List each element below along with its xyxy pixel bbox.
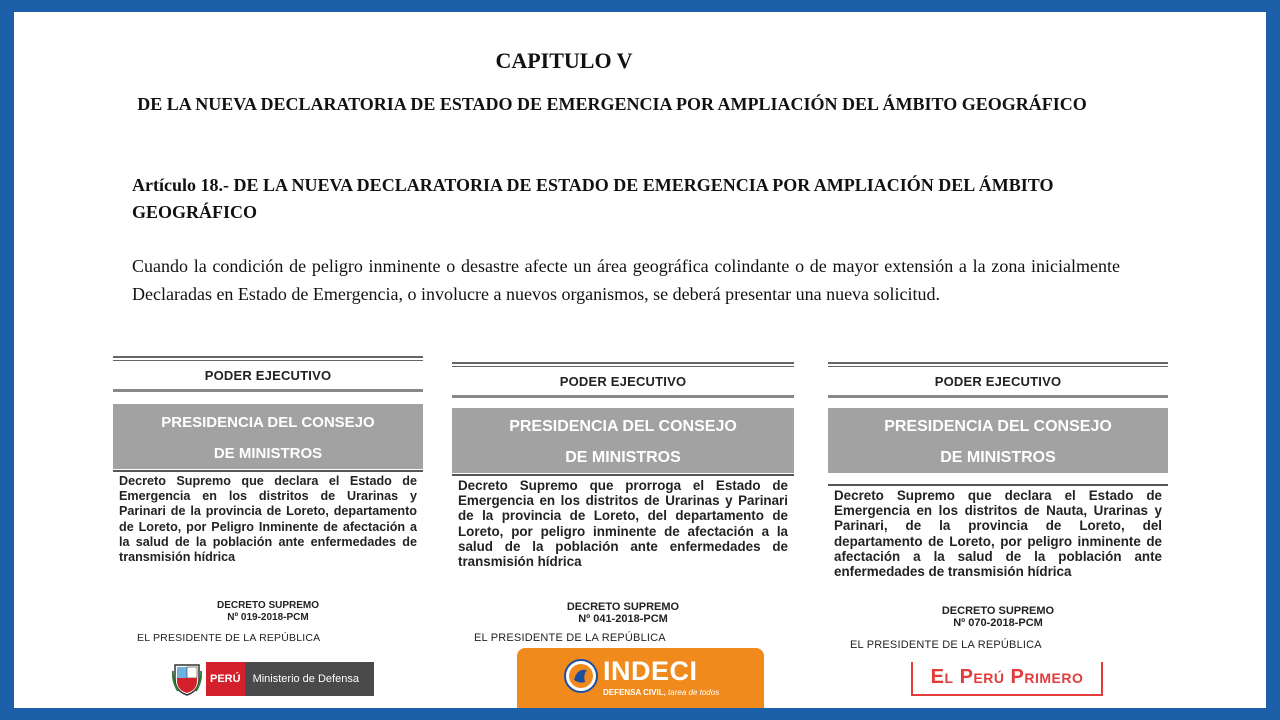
decree-text: Decreto Supremo que declara el Estado de Emergencia en los distritos de Nauta, Urarinas y Parinari, de la provincia de Loreto, del departamento de Loreto, por peligro inminente de afectación a la salud de la población ante enfermedades de transmisión hídrica — [834, 488, 1162, 580]
ds-number: Nº 041-2018-PCM — [578, 613, 668, 625]
presidencia-line2: DE MINISTROS — [940, 449, 1056, 466]
indeci-tag-italic: tarea de todos — [665, 688, 720, 697]
indeci-name: INDECI — [603, 656, 698, 686]
ds-label: DECRETO SUPREMO — [216, 600, 320, 611]
peru-primero-logo — [911, 662, 1103, 696]
presidencia-line1: PRESIDENCIA DEL CONSEJO — [161, 414, 375, 431]
decree-card-2 — [452, 362, 794, 652]
card-rule — [828, 366, 1168, 367]
chapter-subtitle: DE LA NUEVA DECLARATORIA DE ESTADO DE EMERGENCIA POR AMPLIACIÓN DEL ÁMBITO GEOGRÁFICO — [137, 94, 1087, 114]
slide — [14, 12, 1266, 708]
card-rule — [113, 360, 423, 361]
poder-ejecutivo-header: PODER EJECUTIVO — [559, 374, 687, 389]
presidencia-line1: PRESIDENCIA DEL CONSEJO — [509, 418, 737, 435]
article-title: Artículo 18.- DE LA NUEVA DECLARATORIA DE ESTADO DE EMERGENCIA POR AMPLIACIÓN DEL ÁMBITO GEOGRÁFICO — [132, 175, 1054, 222]
peru-primero-text: El Perú Primero — [930, 666, 1084, 688]
ds-label: DECRETO SUPREMO — [566, 601, 680, 613]
chapter-title: CAPITULO V — [495, 48, 633, 73]
indeci-tag-bold: DEFENSA CIVIL, — [603, 688, 666, 697]
presidencia-line2: DE MINISTROS — [565, 449, 681, 466]
card-rule — [113, 356, 423, 358]
presidente-text: EL PRESIDENTE DE LA REPÚBLICA — [137, 632, 321, 644]
ds-number: Nº 070-2018-PCM — [953, 617, 1043, 629]
peru-label: PERÚ — [206, 662, 245, 696]
presidencia-line1: PRESIDENCIA DEL CONSEJO — [884, 418, 1112, 435]
card-rule — [828, 395, 1168, 398]
presidencia-line2: DE MINISTROS — [213, 445, 323, 462]
card-rule — [452, 366, 794, 367]
presidencia-band — [452, 408, 794, 473]
card-rule — [828, 484, 1168, 486]
ds-label: DECRETO SUPREMO — [941, 605, 1055, 617]
indeci-emblem-icon — [563, 658, 599, 694]
article-body: Cuando la condición de peligro inminente o desastre afecte un área geográfica colindante o de mayor extensión a la zona inicialmente Declaradas en Estado de Emergencia, o involucre a nuevos organismos, se deberá presentar una nueva solicitud. — [132, 256, 1120, 304]
indeci-tagline — [603, 688, 719, 697]
presidente-text: EL PRESIDENTE DE LA REPÚBLICA — [850, 639, 1042, 651]
decree-card-3 — [828, 362, 1168, 652]
presidencia-band — [828, 408, 1168, 473]
mindef-logo — [172, 660, 374, 698]
presidencia-band — [113, 404, 423, 469]
ds-number: Nº 019-2018-PCM — [227, 612, 309, 623]
card-rule — [452, 362, 794, 364]
decree-text: Decreto Supremo que prorroga el Estado de Emergencia en los distritos de Urarinas y Parinari de la provincia de Loreto, del departamento de Loreto, por peligro inminente de afectación a la salud de la población ante enfermedades de transmisión hídrica — [458, 478, 788, 570]
decree-card-1 — [113, 356, 423, 656]
card-rule — [452, 474, 794, 476]
mindef-name: Ministerio de Defensa — [245, 662, 374, 696]
peru-shield-icon — [172, 661, 202, 697]
card-rule — [452, 395, 794, 398]
indeci-logo — [517, 648, 764, 708]
poder-ejecutivo-header: PODER EJECUTIVO — [934, 374, 1062, 389]
card-rule — [828, 362, 1168, 364]
decree-text: Decreto Supremo que declara el Estado de Emergencia en los distritos de Urarinas y Parinari de la provincia de Loreto, departamento de Loreto, por Peligro Inminente de afectación a la salud de la población ante enfermedades de transmisión hídrica — [119, 474, 417, 565]
card-rule — [113, 470, 423, 472]
card-rule — [113, 389, 423, 392]
presidente-text: EL PRESIDENTE DE LA REPÚBLICA — [474, 632, 666, 644]
poder-ejecutivo-header: PODER EJECUTIVO — [204, 368, 332, 383]
